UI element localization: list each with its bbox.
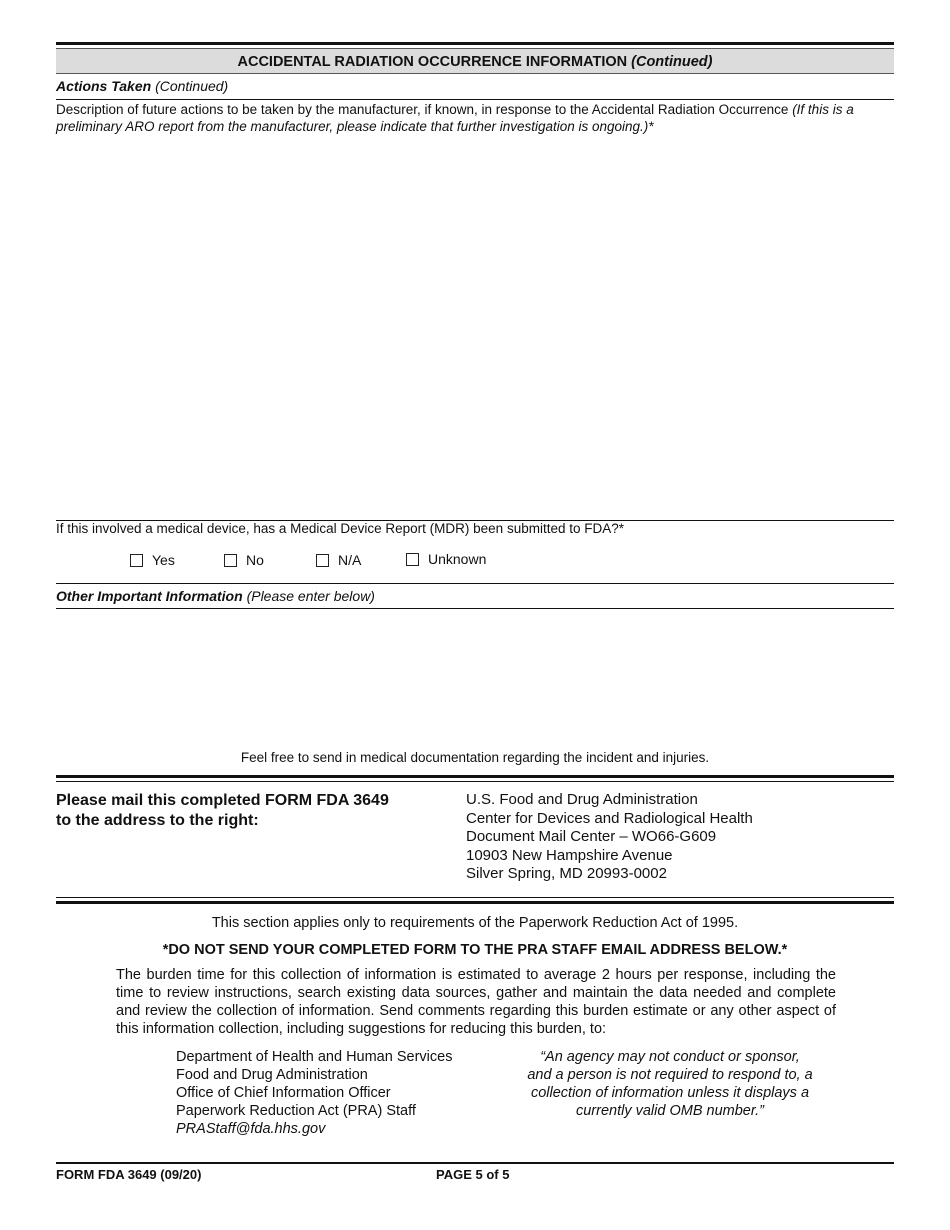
pra-email-link[interactable]: PRAStaff@fda.hhs.gov [176, 1121, 326, 1137]
address-line: Center for Devices and Radiological Health [466, 809, 753, 827]
pra-applies-note: This section applies only to requirements of the Paperwork Reduction Act of 1995. [211, 915, 739, 931]
actions-description-text: Description of future actions to be taken by the manufacturer, if known, in response to the Accidental Radiation Occurrence [56, 102, 789, 117]
option-label-na: N/A [338, 552, 362, 568]
omb-quote-line: collection of information unless it displays a [530, 1085, 810, 1101]
option-label-unknown: Unknown [428, 551, 487, 567]
section-title: ACCIDENTAL RADIATION OCCURRENCE INFORMATION [237, 54, 628, 70]
address-line: Document Mail Center – WO66-G609 [466, 828, 717, 846]
mail-bottom-rule-1 [56, 897, 894, 898]
mail-instruction-line1: Please mail this completed FORM FDA 3649 [56, 792, 389, 809]
pra-address [176, 1048, 452, 1138]
checkbox-unknown[interactable] [406, 553, 419, 566]
option-label-yes: Yes [152, 552, 175, 568]
section-title-suffix: (Continued) [631, 54, 713, 70]
page-number: PAGE 5 of 5 [436, 1167, 510, 1182]
actions-taken-suffix: (Continued) [155, 78, 229, 94]
other-info-top-divider [56, 583, 894, 584]
mdr-option-unknown[interactable] [406, 551, 486, 567]
other-info-heading [56, 588, 375, 604]
mdr-question: If this involved a medical device, has a Medical Device Report (MDR) been submitted to FDA?* [56, 521, 624, 536]
omb-quote-line: “An agency may not conduct or sponsor, [540, 1049, 800, 1065]
checkbox-no[interactable] [224, 554, 237, 567]
mdr-option-no[interactable] [224, 552, 264, 568]
address-line: 10903 New Hampshire Avenue [466, 846, 673, 864]
omb-quote-line: currently valid OMB number.” [575, 1103, 765, 1119]
top-thick-rule [56, 42, 894, 45]
mail-top-rule-1 [56, 775, 894, 778]
mail-instruction-line2: to the address to the right: [56, 812, 259, 829]
checkbox-yes[interactable] [130, 554, 143, 567]
actions-description-note: (If this is a preliminary ARO report from the manufacturer, please indicate that further investigation is ongoing.)* [56, 102, 854, 134]
pra-address-line: Food and Drug Administration [176, 1067, 368, 1083]
checkbox-na[interactable] [316, 554, 329, 567]
mdr-option-yes[interactable] [130, 552, 175, 568]
pra-address-line: Office of Chief Information Officer [176, 1085, 391, 1101]
footer-rule [56, 1162, 894, 1164]
mail-top-rule-2 [56, 781, 894, 782]
form-id: FORM FDA 3649 (09/20) [56, 1167, 202, 1182]
documentation-note: Feel free to send in medical documentation regarding the incident and injuries. [240, 750, 710, 765]
other-info-suffix: (Please enter below) [246, 588, 375, 604]
actions-description [56, 101, 894, 135]
pra-address-line: Paperwork Reduction Act (PRA) Staff [176, 1103, 416, 1119]
actions-divider [56, 99, 894, 100]
mdr-option-na[interactable] [316, 552, 361, 568]
address-line: U.S. Food and Drug Administration [466, 791, 698, 808]
section-header [56, 48, 894, 74]
mail-instruction [56, 791, 436, 831]
mail-bottom-rule-2 [56, 901, 894, 904]
pra-address-line: Department of Health and Human Services [176, 1049, 453, 1065]
burden-statement: The burden time for this collection of information is estimated to average 2 hours per response, including the time to review instructions, search existing data sources, gather and maintain the data needed and complete and review the collection of information. Send comments regarding this burden estimate or any other aspect of this information collection, including suggestions for reducing this burden, to: [116, 967, 836, 1037]
actions-taken-heading [56, 78, 228, 94]
mailing-address [466, 791, 753, 884]
pra-warning: *DO NOT SEND YOUR COMPLETED FORM TO THE PRA STAFF EMAIL ADDRESS BELOW.* [162, 942, 788, 958]
omb-quote-line: and a person is not required to respond to, a [527, 1067, 813, 1083]
other-info-field[interactable] [56, 612, 894, 746]
omb-quote [510, 1048, 830, 1120]
other-info-divider [56, 608, 894, 609]
option-label-no: No [246, 552, 264, 568]
other-info-label: Other Important Information [56, 588, 243, 604]
actions-taken-label: Actions Taken [56, 78, 152, 94]
address-line: Silver Spring, MD 20993-0002 [466, 865, 667, 883]
future-actions-field[interactable] [56, 138, 894, 516]
